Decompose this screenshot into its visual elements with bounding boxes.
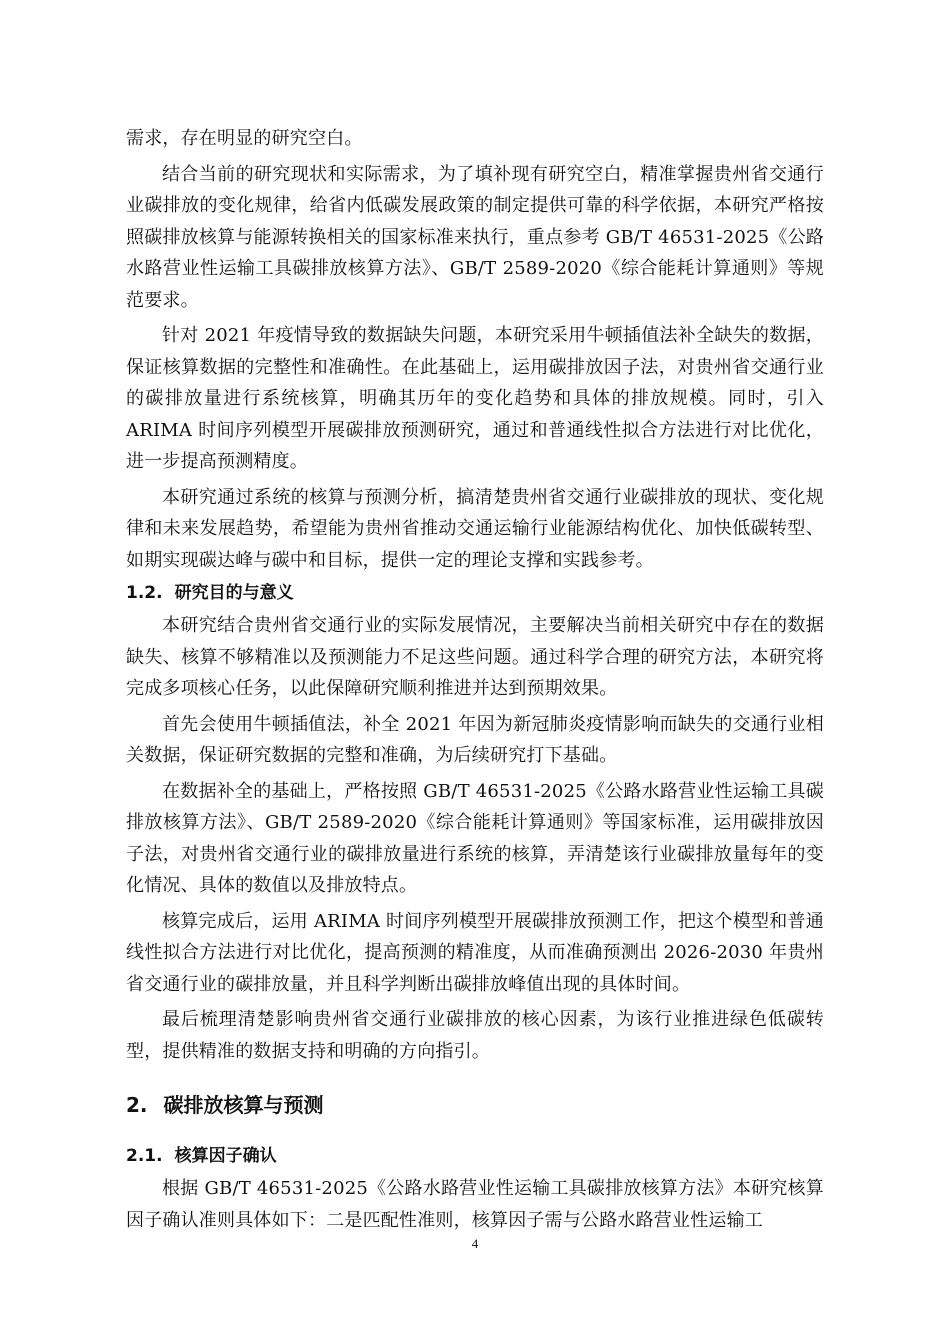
section-number: 1.2. xyxy=(126,583,163,603)
body-paragraph: 针对 2021 年疫情导致的数据缺失问题，本研究采用牛顿插值法补全缺失的数据，保证核算数据的完整性和准确性。在此基础上，运用碳排放因子法，对贵州省交通行业的碳排放量进行系统核算，明确其历年的变化趋势和具体的排放规模。同时，引入 ARIMA 时间序列模型开展碳排放预测研究，通过和普通线性拟合方法进行对比优化，进一步提高预测精度。 xyxy=(126,325,824,472)
body-paragraph: 结合当前的研究现状和实际需求，为了填补现有研究空白，精准掌握贵州省交通行业碳排放的变化规律，给省内低碳发展政策的制定提供可靠的科学依据，本研究严格按照碳排放核算与能源转换相关的国家标准来执行，重点参考 GB/T 46531-2025《公路水路营业性运输工具碳排放核算方法》、GB/T 2589-2020《综合能耗计算通则》等规范要求。 xyxy=(126,163,824,311)
body-paragraph: 首先会使用牛顿插值法，补全 2021 年因为新冠肺炎疫情影响而缺失的交通行业相关数据，保证研究数据的完整和准确，为后续研究打下基础。 xyxy=(126,713,824,766)
page-body xyxy=(126,123,824,1236)
body-paragraph: 在数据补全的基础上，严格按照 GB/T 46531-2025《公路水路营业性运输工具碳排放核算方法》、GB/T 2589-2020《综合能耗计算通则》等国家标准，运用碳排放因子法，对贵州省交通行业的碳排放量进行系统的核算，弄清楚该行业碳排放量每年的变化情况、具体的数值以及排放特点。 xyxy=(126,780,824,896)
section-number: 2. xyxy=(126,1093,148,1117)
section-title: 研究目的与意义 xyxy=(174,583,294,603)
body-paragraph: 最后梳理清楚影响贵州省交通行业碳排放的核心因素，为该行业推进绿色低碳转型，提供精准的数据支持和明确的方向指引。 xyxy=(126,1009,824,1062)
body-paragraph: 根据 GB/T 46531-2025《公路水路营业性运输工具碳排放核算方法》本研究核算因子确认准则具体如下：二是匹配性准则，核算因子需与公路水路营业性运输工 xyxy=(126,1178,824,1231)
body-paragraph: 需求，存在明显的研究空白。 xyxy=(126,128,363,149)
section-heading-1-2 xyxy=(126,578,824,608)
body-paragraph: 本研究结合贵州省交通行业的实际发展情况，主要解决当前相关研究中存在的数据缺失、核算不够精准以及预测能力不足这些问题。通过科学合理的研究方法，本研究将完成多项核心任务，以此保障研究顺利推进并达到预期效果。 xyxy=(126,615,824,699)
section-number: 2.1. xyxy=(126,1146,163,1166)
body-paragraph: 核算完成后，运用 ARIMA 时间序列模型开展碳排放预测工作，把这个模型和普通线性拟合方法进行对比优化，提高预测的精准度，从而准确预测出 2026-2030 年贵州省交通行业的碳排放量，并且科学判断出碳排放峰值出现的具体时间。 xyxy=(126,910,824,995)
section-heading-2-1 xyxy=(126,1141,824,1171)
body-paragraph: 本研究通过系统的核算与预测分析，搞清楚贵州省交通行业碳排放的现状、变化规律和未来发展趋势，希望能为贵州省推动交通运输行业能源结构优化、加快低碳转型、如期实现碳达峰与碳中和目标，提供一定的理论支撑和实践参考。 xyxy=(126,486,824,571)
section-title: 核算因子确认 xyxy=(174,1146,277,1166)
section-title: 碳排放核算与预测 xyxy=(163,1093,324,1117)
section-heading-2 xyxy=(126,1089,824,1121)
page-number: 4 xyxy=(471,1236,479,1251)
